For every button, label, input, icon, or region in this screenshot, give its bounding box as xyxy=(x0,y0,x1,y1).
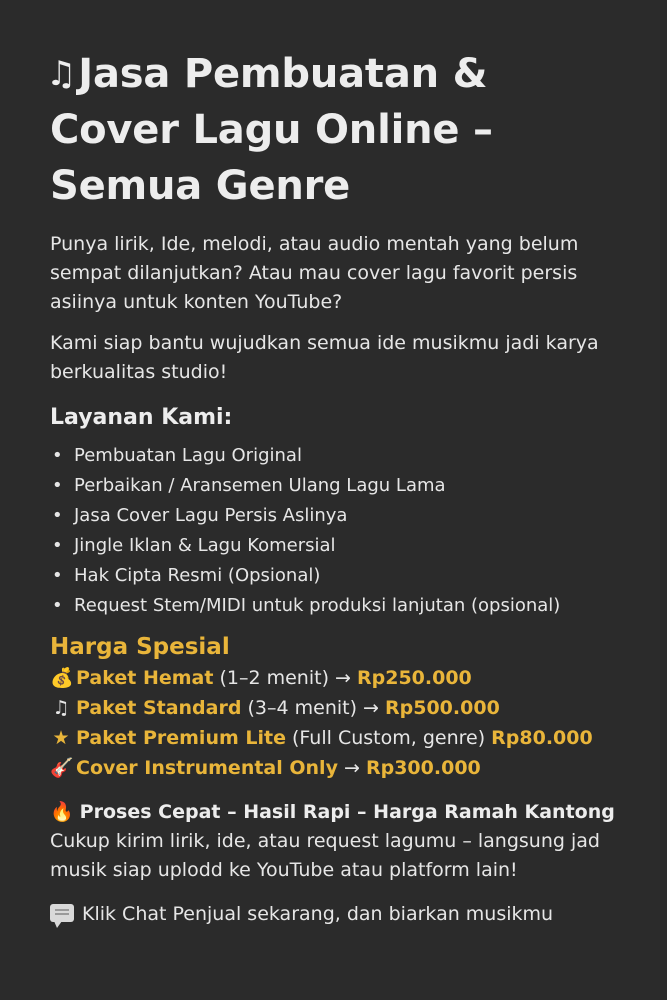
services-list xyxy=(50,441,650,621)
bullet-icon: • xyxy=(52,595,63,616)
list-item xyxy=(50,531,650,561)
star-icon: ★ xyxy=(52,727,70,749)
pricing-heading: Harga Spesial xyxy=(50,634,230,660)
service-label: Pembuatan Lagu Original xyxy=(74,445,302,466)
title-line-3: Semua Genre xyxy=(50,163,351,209)
package-price: Rp250.000 xyxy=(357,667,472,689)
package-name: Paket Hemat xyxy=(76,667,214,689)
package-price: Rp80.000 xyxy=(491,727,593,749)
package-name: Paket Standard xyxy=(76,697,242,719)
page-title xyxy=(46,46,650,214)
package-hemat xyxy=(50,663,650,693)
chat-text: Klik Chat Penjual sekarang, dan biarkan musikmu xyxy=(82,903,554,925)
intro-paragraph: Punya lirik, Ide, melodi, atau audio mentah yang belum sempat dilanjutkan? Atau mau cover lagu favorit persis asiinya untuk konten YouTube? xyxy=(50,233,579,313)
bullet-icon: • xyxy=(52,535,63,556)
speech-bubble-icon xyxy=(50,904,74,922)
tagline-text: Proses Cepat – Hasil Rapi – Harga Ramah Kantong xyxy=(79,801,615,823)
package-name: Cover Instrumental Only xyxy=(76,757,338,779)
bullet-icon: • xyxy=(52,505,63,526)
chat-call-to-action xyxy=(50,899,650,929)
money-bag-icon: 💰 xyxy=(50,667,74,689)
package-detail: (1–2 menit) xyxy=(213,667,336,689)
title-line-2: Cover Lagu Online – xyxy=(50,107,493,153)
fire-icon: 🔥 xyxy=(50,801,74,823)
list-item xyxy=(50,501,650,531)
bullet-icon: • xyxy=(52,475,63,496)
bullet-icon: • xyxy=(52,445,63,466)
package-detail: (3–4 menit) xyxy=(241,697,364,719)
arrow-icon: → xyxy=(363,697,386,719)
arrow-icon: → xyxy=(335,667,357,689)
list-item xyxy=(50,471,650,501)
list-item xyxy=(50,561,650,591)
closing-paragraph: Cukup kirim lirik, ide, atau request lagumu – langsung jad musik siap uplodd ke YouTube atau platform lain! xyxy=(50,830,600,881)
list-item xyxy=(50,591,650,621)
package-premium-lite xyxy=(50,723,650,753)
service-label: Jingle Iklan & Lagu Komersial xyxy=(74,535,336,556)
package-standard xyxy=(50,693,650,723)
service-label: Jasa Cover Lagu Persis Aslinya xyxy=(74,505,348,526)
package-price: Rp500.000 xyxy=(385,697,500,719)
service-label: Hak Cipta Resmi (Opsional) xyxy=(74,565,321,586)
arrow-icon: → xyxy=(344,757,366,779)
package-name: Paket Premium Lite xyxy=(76,727,286,749)
service-label: Perbaikan / Aransemen Ulang Lagu Lama xyxy=(74,475,446,496)
music-note-icon: ♫ xyxy=(52,697,70,719)
service-label: Request Stem/MIDI untuk produksi lanjutan (opsional) xyxy=(74,595,561,616)
package-price: Rp300.000 xyxy=(365,757,481,779)
list-item xyxy=(50,441,650,471)
services-heading: Layanan Kami: xyxy=(50,405,233,430)
product-description xyxy=(46,46,650,929)
package-cover-instrumental xyxy=(50,753,650,783)
tagline xyxy=(50,797,650,827)
musical-notes-icon: ♫ xyxy=(46,54,77,94)
bullet-icon: • xyxy=(52,565,63,586)
title-line-1: Jasa Pembuatan & xyxy=(78,51,488,97)
intro-paragraph-2: Kami siap bantu wujudkan semua ide musikmu jadi karya berkualitas studio! xyxy=(50,332,599,383)
package-detail: (Full Custom, genre) xyxy=(285,727,492,749)
guitar-icon: 🎸 xyxy=(50,757,74,779)
